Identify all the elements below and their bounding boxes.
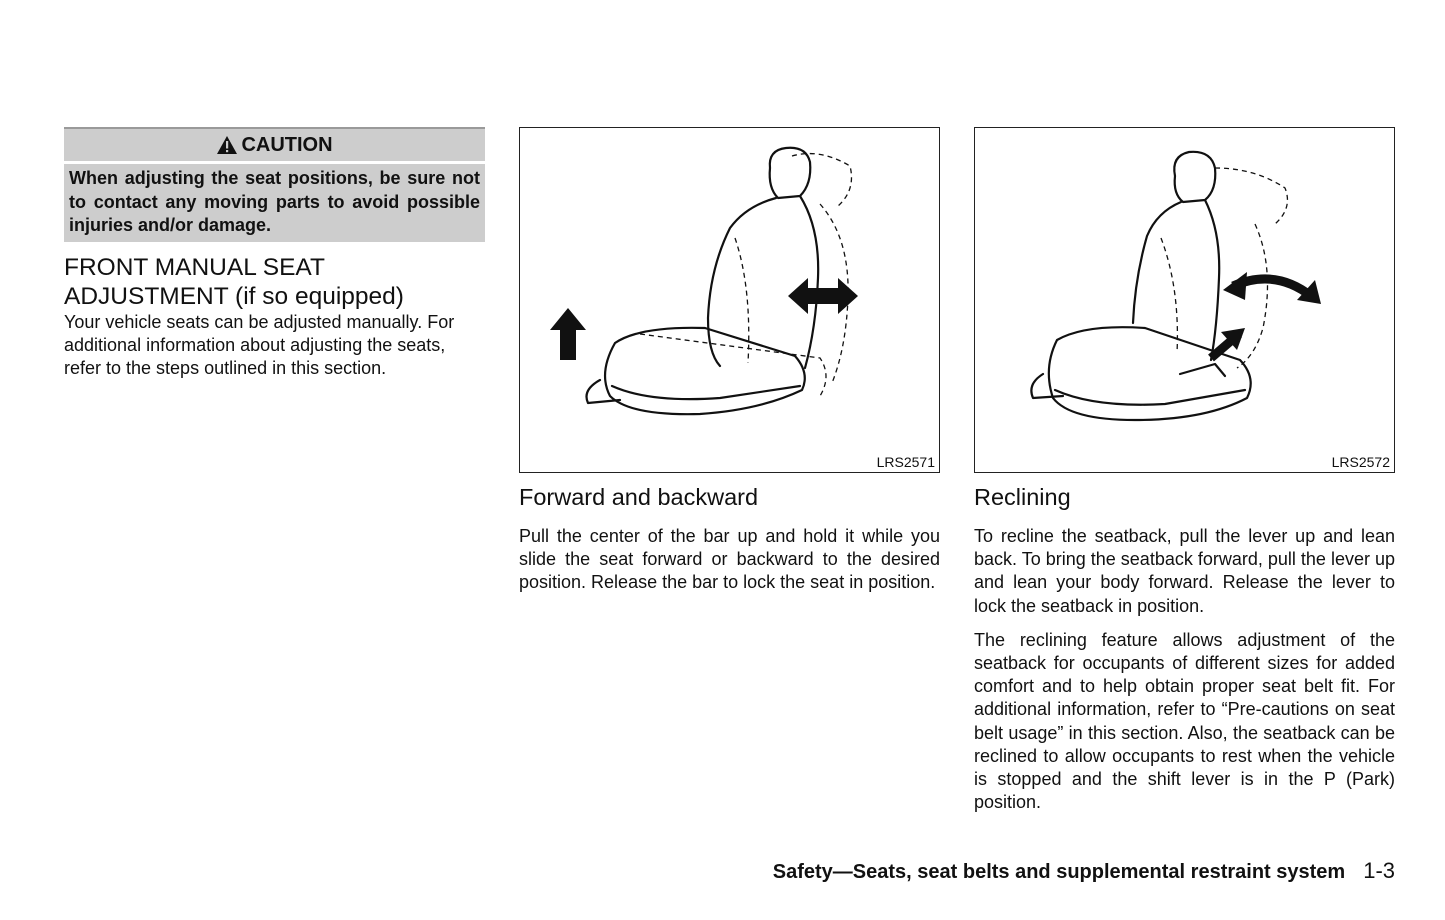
figure-code: LRS2571 <box>876 454 935 470</box>
page-number: 1-3 <box>1363 858 1395 883</box>
seat-slide-illustration <box>520 128 938 471</box>
right-column <box>974 127 1395 814</box>
section-title-line2: ADJUSTMENT (if so equipped) <box>64 282 404 310</box>
forward-backward-figure <box>519 127 940 473</box>
section-title <box>64 253 485 311</box>
caution-box <box>64 127 485 242</box>
middle-column <box>519 127 940 595</box>
reclining-text-2: The reclining feature allows adjustment of the seatback for occupants of different sizes for added comfort and to help obtain proper seat belt fit. For additional information, refer to “Pre-cautions on seat belt usage” in this section. Also, the seatback can be reclined to allow occupants to rest when the vehicle is stopped and the shift lever is in the P (Park) position. <box>974 629 1395 813</box>
footer-section-title: Safety—Seats, seat belts and supplemental restraint system <box>772 861 1346 883</box>
caution-text: When adjusting the seat positions, be sure not to contact any moving parts to avoid possible injuries and/or damage. <box>69 168 480 235</box>
forward-backward-text: Pull the center of the bar up and hold it while you slide the seat forward or backward to the desired position. Release the bar to lock the seat in position. <box>519 526 940 593</box>
caution-header <box>64 129 485 164</box>
warning-triangle-icon <box>216 135 238 155</box>
reclining-title: Reclining <box>974 484 1071 510</box>
seat-recline-illustration <box>975 128 1393 471</box>
caution-label: CAUTION <box>241 133 333 156</box>
section-intro: Your vehicle seats can be adjusted manually. For additional information about adjusting the seats, refer to the steps outlined in this section. <box>64 311 455 378</box>
left-column <box>64 127 485 380</box>
figure-code: LRS2572 <box>1331 454 1390 470</box>
forward-backward-title: Forward and backward <box>519 484 759 510</box>
page-footer <box>500 858 1395 884</box>
reclining-text-1: To recline the seatback, pull the lever up and lean back. To bring the seatback forward, pull the lever up and lean your body forward. Release the lever to lock the seatback in position. <box>974 526 1395 616</box>
reclining-figure <box>974 127 1395 473</box>
section-title-line1: FRONT MANUAL SEAT <box>64 253 325 281</box>
